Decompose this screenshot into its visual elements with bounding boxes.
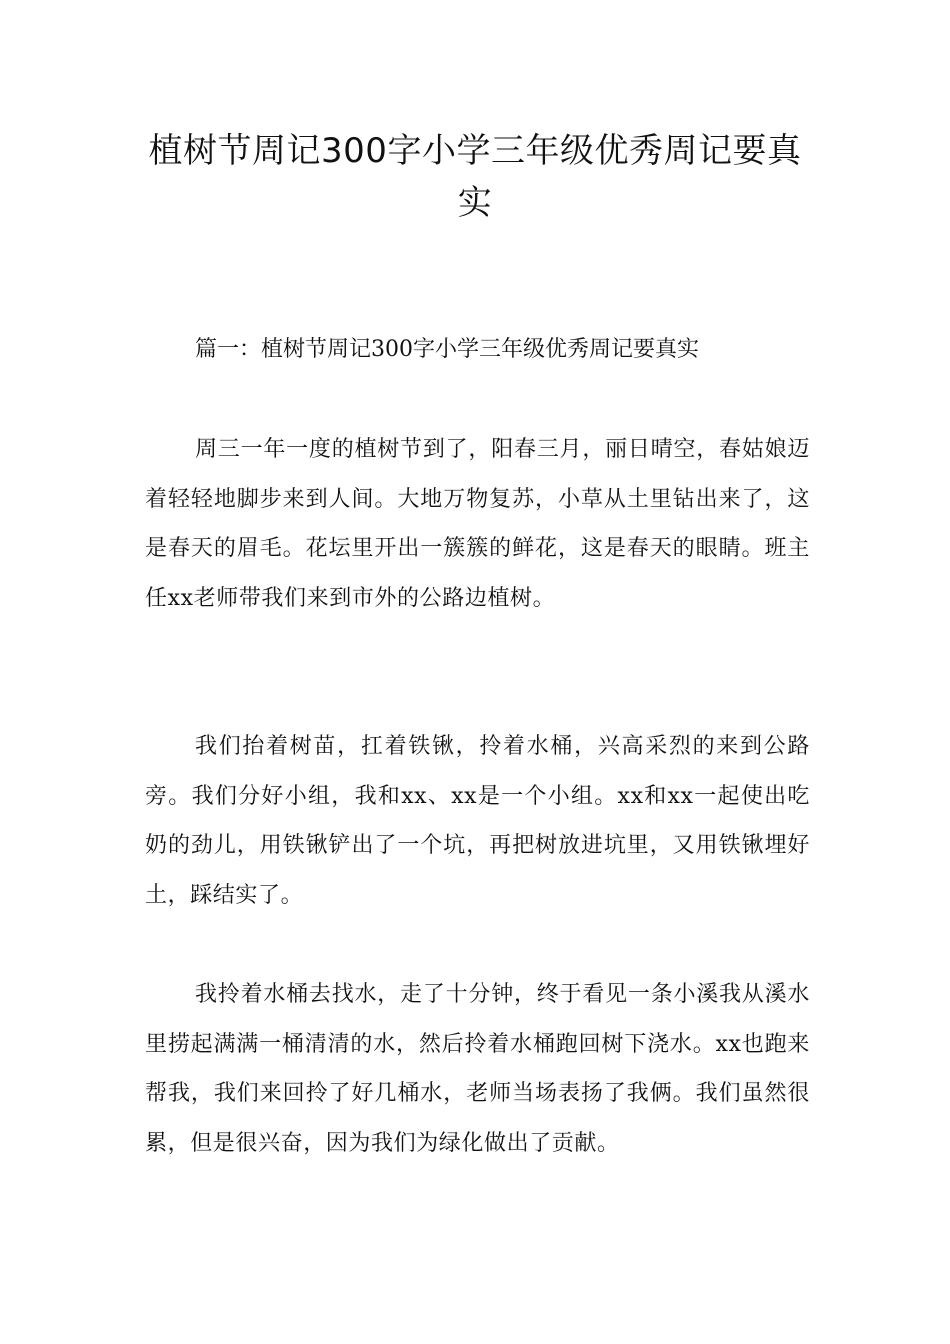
- section-heading: 篇一：植树节周记300字小学三年级优秀周记要真实: [195, 337, 699, 362]
- paragraph-2: 我们抬着树苗，扛着铁锹，拎着水桶，兴高采烈的来到公路旁。我们分好小组，我和xx、xx是一个小组。xx和xx一起使出吃奶的劲儿，用铁锹铲出了一个坑，再把树放进坑里，又用铁锹埋好土，踩结实了。: [145, 734, 810, 908]
- document-title: 植树节周记300字小学三年级优秀周记要真实: [148, 131, 802, 223]
- paragraph-3: 我拎着水桶去找水，走了十分钟，终于看见一条小溪我从溪水里捞起满满一桶清清的水，然后拎着水桶跑回树下浇水。xx也跑来帮我，我们来回拎了好几桶水，老师当场表扬了我俩。我们虽然很累，但是很兴奋，因为我们为绿化做出了贡献。: [145, 982, 810, 1156]
- paragraph-1: 周三一年一度的植树节到了，阳春三月，丽日晴空，春姑娘迈着轻轻地脚步来到人间。大地万物复苏，小草从土里钻出来了，这是春天的眉毛。花坛里开出一簇簇的鲜花，这是春天的眼睛。班主任xx老师带我们来到市外的公路边植树。: [145, 437, 810, 611]
